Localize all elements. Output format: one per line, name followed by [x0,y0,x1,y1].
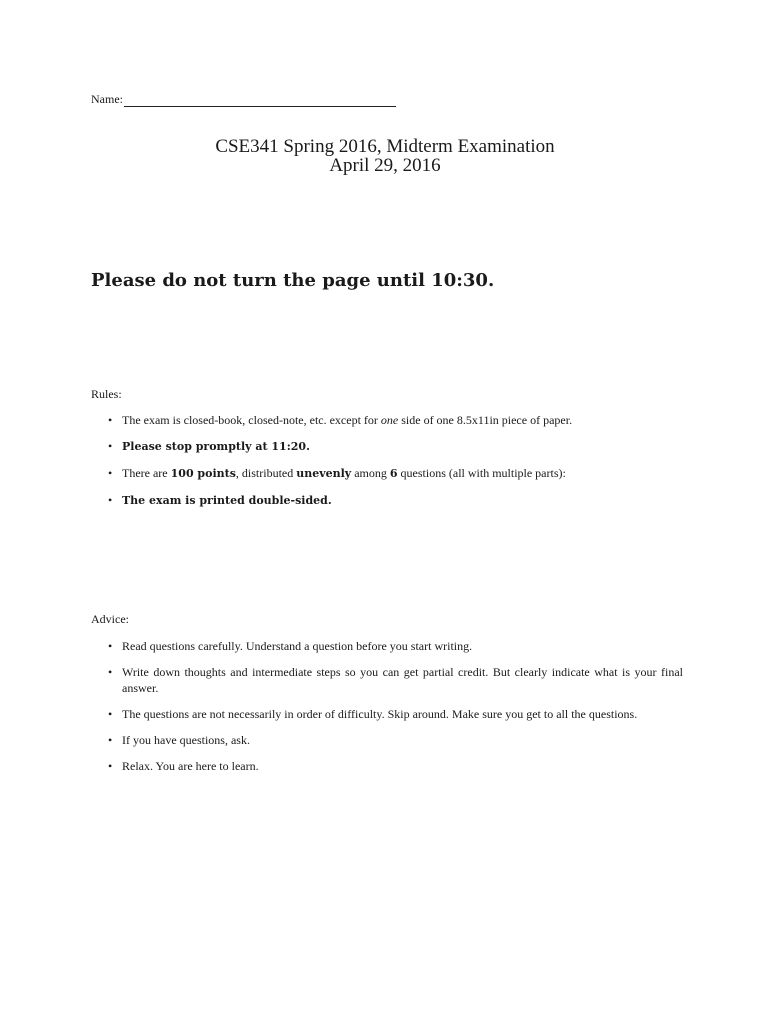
advice-item: • Read questions carefully. Understand a question before you start writing. [108,638,683,654]
advice-item: • If you have questions, ask. [108,732,683,748]
rule-item: • Please stop promptly at 11:20. [108,438,683,455]
name-field [91,92,396,107]
exam-title: CSE341 Spring 2016, Midterm Examination [215,136,555,157]
start-time-notice: Please do not turn the page until 10:30. [91,270,495,291]
name-label: Name: [91,92,123,106]
advice-heading: Advice: [91,612,129,626]
rule-item: • The exam is closed-book, closed-note, etc. except for one side of one 8.5x11in piece of paper. [108,412,683,428]
advice-item: • Relax. You are here to learn. [108,758,683,774]
exam-date: April 29, 2016 [329,155,441,176]
rules-heading: Rules: [91,387,122,401]
rules-list [108,412,683,519]
rule-item: • The exam is printed double-sided. [108,492,683,509]
name-blank-line [124,93,396,107]
advice-item: • The questions are not necessarily in order of difficulty. Skip around. Make sure you get to all the questions. [108,706,683,722]
rule-item: • There are 100 points, distributed unevenly among 6 questions (all with multiple parts): [108,465,683,482]
advice-item: • Write down thoughts and intermediate steps so you can get partial credit. But clearly indicate what is your final answer. [108,664,683,696]
advice-list [108,638,683,784]
